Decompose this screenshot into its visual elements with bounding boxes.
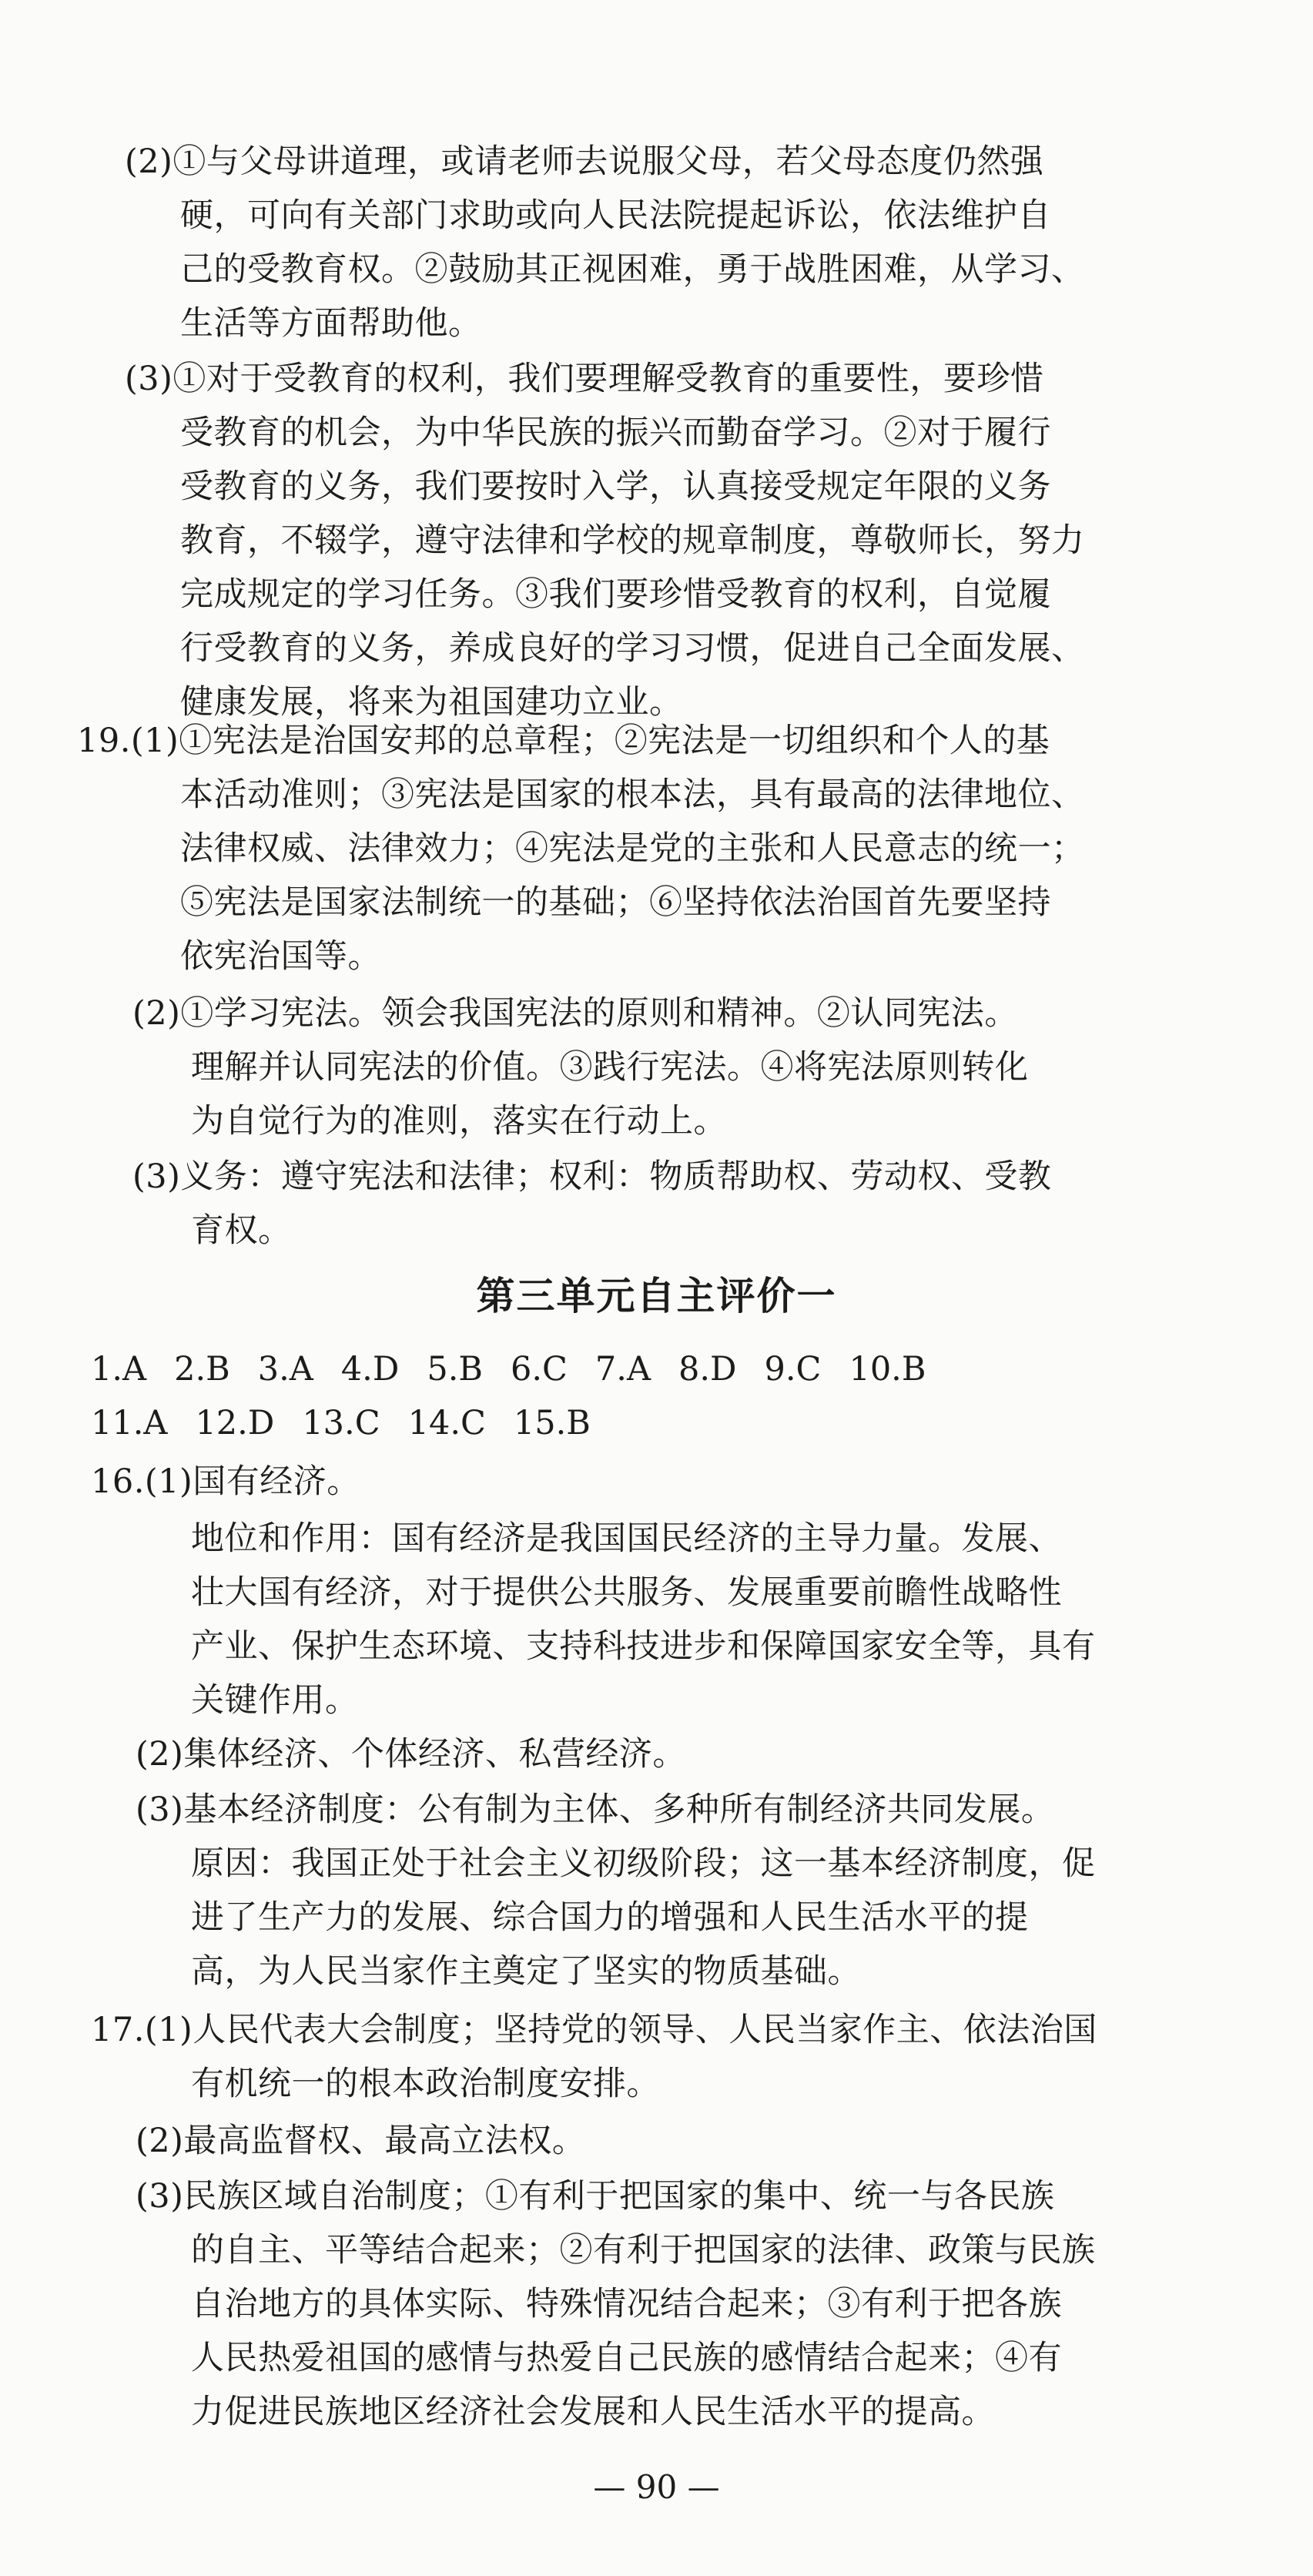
section-title: 第三单元自主评价一 bbox=[476, 1274, 837, 1318]
text-line: 生活等方面帮助他。 bbox=[180, 304, 482, 343]
text-line: 19.(1)①宪法是治国安邦的总章程；②宪法是一切组织和个人的基 bbox=[77, 722, 1050, 760]
text-line: 壮大国有经济，对于提供公共服务、发展重要前瞻性战略性 bbox=[191, 1573, 1062, 1612]
text-line: 硬，可向有关部门求助或向人民法院提起诉讼，依法维护自 bbox=[180, 196, 1051, 235]
text-line: 16.(1)国有经济。 bbox=[91, 1462, 360, 1501]
text-line: (3)民族区域自治制度；①有利于把国家的集中、统一与各民族 bbox=[136, 2177, 1055, 2216]
mc-answer: 12.D bbox=[195, 1404, 275, 1442]
text-line: 依宪治国等。 bbox=[180, 937, 381, 976]
text-line: 教育，不辍学，遵守法律和学校的规章制度，尊敬师长，努力 bbox=[180, 521, 1085, 560]
mc-answer: 11.A bbox=[91, 1404, 168, 1442]
text-line: 力促进民族地区经济社会发展和人民生活水平的提高。 bbox=[191, 2393, 995, 2431]
mc-answer: 8.D bbox=[678, 1350, 737, 1388]
mc-answer: 9.C bbox=[764, 1350, 822, 1388]
text-line: 理解并认同宪法的价值。③践行宪法。④将宪法原则转化 bbox=[191, 1048, 1029, 1087]
text-line: 受教育的义务，我们要按时入学，认真接受规定年限的义务 bbox=[180, 467, 1051, 506]
text-line: (3)义务：遵守宪法和法律；权利：物质帮助权、劳动权、受教 bbox=[132, 1157, 1052, 1196]
mc-answer: 15.B bbox=[513, 1404, 591, 1442]
text-line: 行受教育的义务，养成良好的学习习惯，促进自己全面发展、 bbox=[180, 629, 1085, 668]
mc-answer: 2.B bbox=[174, 1350, 230, 1388]
text-line: 地位和作用：国有经济是我国国民经济的主导力量。发展、 bbox=[191, 1519, 1062, 1558]
text-line: 关键作用。 bbox=[191, 1681, 359, 1720]
text-line: 完成规定的学习任务。③我们要珍惜受教育的权利，自觉履 bbox=[180, 575, 1051, 614]
text-line: 人民热爱祖国的感情与热爱自己民族的感情结合起来；④有 bbox=[191, 2339, 1062, 2377]
text-line: 17.(1)人民代表大会制度；坚持党的领导、人民当家作主、依法治国 bbox=[91, 2011, 1097, 2049]
text-line: 产业、保护生态环境、支持科技进步和保障国家安全等，具有 bbox=[191, 1627, 1096, 1666]
text-line: 有机统一的根本政治制度安排。 bbox=[191, 2065, 660, 2103]
text-line: 原因：我国正处于社会主义初级阶段；这一基本经济制度，促 bbox=[191, 1844, 1096, 1883]
text-line: 法律权威、法律效力；④宪法是党的主张和人民意志的统一； bbox=[180, 829, 1085, 868]
text-line: 己的受教育权。②鼓励其正视困难，勇于战胜困难，从学习、 bbox=[180, 250, 1085, 289]
text-line: (3)①对于受教育的权利，我们要理解受教育的重要性，要珍惜 bbox=[125, 360, 1044, 398]
text-line: (2)最高监督权、最高立法权。 bbox=[136, 2122, 586, 2160]
mc-answer: 7.A bbox=[595, 1350, 651, 1388]
text-line: (2)集体经济、个体经济、私营经济。 bbox=[136, 1735, 686, 1774]
mc-answer: 14.C bbox=[407, 1404, 486, 1442]
text-line: (3)基本经济制度：公有制为主体、多种所有制经济共同发展。 bbox=[136, 1790, 1055, 1829]
text-line: 育权。 bbox=[191, 1211, 292, 1250]
text-line: 本活动准则；③宪法是国家的根本法，具有最高的法律地位、 bbox=[180, 775, 1085, 814]
text-line: 的自主、平等结合起来；②有利于把国家的法律、政策与民族 bbox=[191, 2231, 1096, 2269]
text-line: 为自觉行为的准则，落实在行动上。 bbox=[191, 1102, 727, 1141]
text-line: 自治地方的具体实际、特殊情况结合起来；③有利于把各族 bbox=[191, 2285, 1062, 2323]
mc-answer: 6.C bbox=[510, 1350, 568, 1388]
text-line: 健康发展，将来为祖国建功立业。 bbox=[180, 683, 683, 722]
text-line: (2)①学习宪法。领会我国宪法的原则和精神。②认同宪法。 bbox=[132, 994, 1018, 1033]
mc-answer: 10.B bbox=[849, 1350, 926, 1388]
page-number: — 90 — bbox=[593, 2468, 720, 2506]
text-line: 高，为人民当家作主奠定了坚实的物质基础。 bbox=[191, 1952, 861, 1991]
mc-answer: 13.C bbox=[302, 1404, 380, 1442]
text-line: (2)①与父母讲道理，或请老师去说服父母，若父母态度仍然强 bbox=[125, 142, 1044, 181]
text-line: 受教育的机会，为中华民族的振兴而勤奋学习。②对于履行 bbox=[180, 414, 1051, 452]
mc-answers-row-2 bbox=[91, 1400, 618, 1446]
text-line: ⑤宪法是国家法制统一的基础；⑥坚持依法治国首先要坚持 bbox=[180, 883, 1051, 922]
mc-answers-row-1 bbox=[91, 1346, 953, 1392]
mc-answer: 5.B bbox=[427, 1350, 483, 1388]
mc-answer: 1.A bbox=[91, 1350, 147, 1388]
mc-answer: 4.D bbox=[340, 1350, 400, 1388]
mc-answer: 3.A bbox=[257, 1350, 313, 1388]
text-line: 进了生产力的发展、综合国力的增强和人民生活水平的提 bbox=[191, 1898, 1029, 1937]
